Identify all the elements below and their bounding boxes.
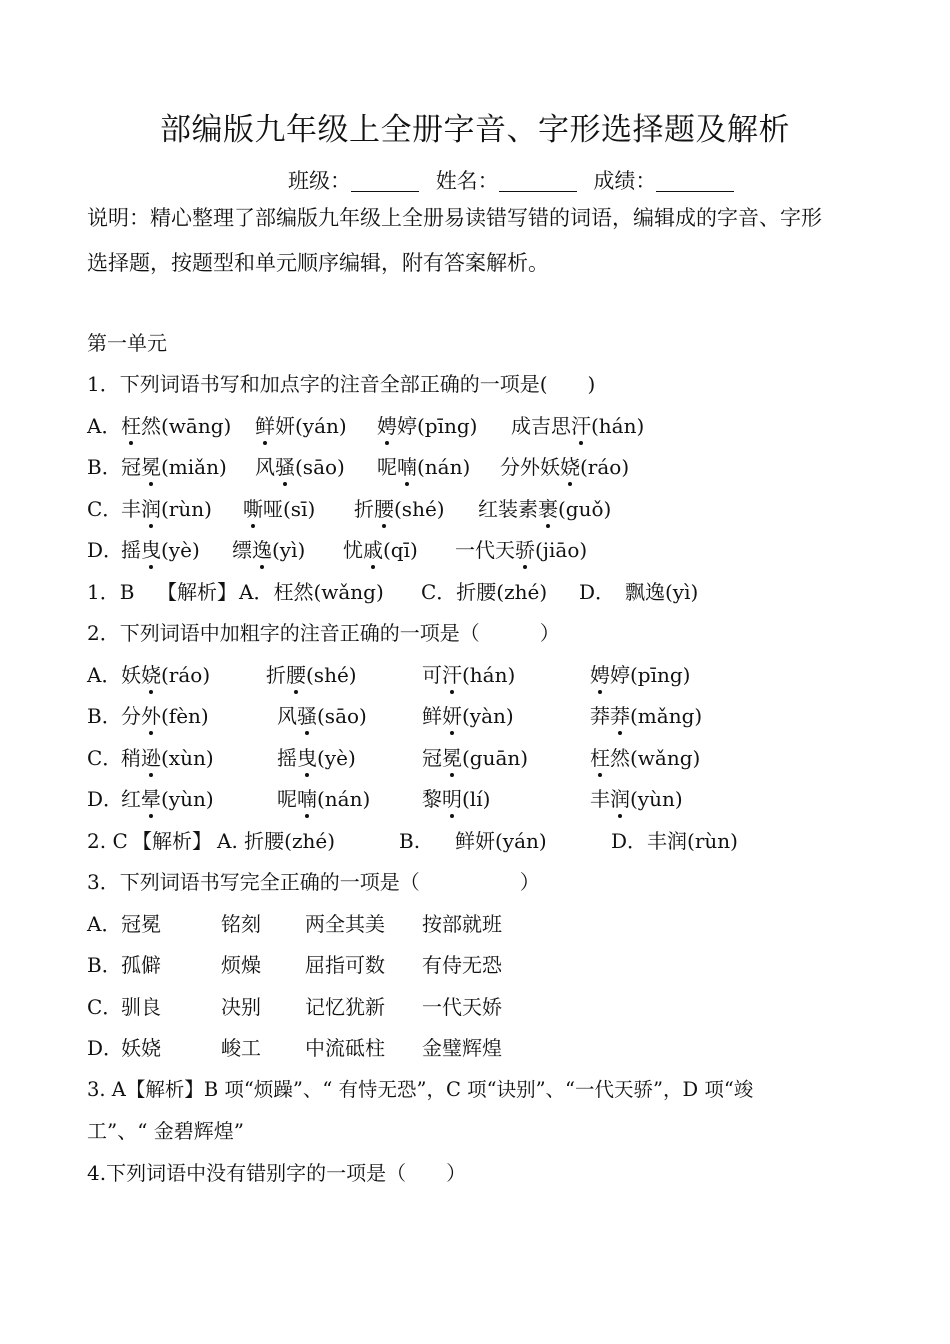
question-2-stem: 2．下列词语中加粗字的注音正确的一项是（ ）: [87, 621, 560, 645]
option-label: C．: [87, 497, 123, 521]
option-word: 决别: [221, 995, 261, 1019]
option-word: 按部就班: [422, 912, 502, 936]
option-word: 屈指可数: [305, 953, 385, 977]
option-word: 中流砥柱: [305, 1036, 385, 1060]
option-label: B．: [87, 704, 122, 728]
student-info-fields: [288, 165, 744, 195]
option-word: 记忆犹新: [305, 995, 385, 1019]
answer-number: 2. C: [87, 829, 128, 853]
option-word: 枉然(wǎng): [590, 743, 700, 773]
option-word: 妖娆(ráo): [121, 660, 210, 690]
analysis-part: 鲜妍(yán): [455, 829, 547, 853]
option-word: 摇曳(yè): [121, 535, 200, 565]
option-label: B．: [87, 455, 122, 479]
answer-3-line-1: 3. A【解析】B 项“烦躁”、“ 有恃无恐”，C 项“诀别”、“一代天骄”，D 项“竣: [87, 1078, 754, 1101]
analysis-part: 飘逸(yì): [625, 580, 699, 604]
option-word: 孤僻: [121, 953, 161, 977]
analysis-part: A．枉然(wǎng): [239, 580, 384, 604]
option-word: 红晕(yùn): [121, 784, 214, 814]
unit-heading: 第一单元: [87, 331, 167, 355]
option-word: 忧戚(qī): [343, 535, 418, 565]
option-label: B．: [87, 953, 122, 977]
option-label: D．: [87, 1036, 124, 1060]
name-blank[interactable]: [499, 169, 577, 192]
option-word: 折腰(shé): [354, 494, 445, 524]
option-word: 黎明(lí): [422, 784, 490, 814]
analysis-part: D．丰润(rùn): [611, 829, 738, 853]
option-word: 嘶哑(sī): [243, 494, 315, 524]
option-word: 稍逊(xùn): [121, 743, 214, 773]
question-3-stem: 3．下列词语书写完全正确的一项是（ ）: [87, 870, 540, 894]
option-word: 冠冕(guān): [422, 743, 528, 773]
class-label: 班级：: [288, 169, 351, 193]
option-label: A．: [87, 414, 122, 438]
option-word: 娉婷(pīng): [377, 411, 478, 441]
option-word: 烦燥: [221, 953, 261, 977]
analysis-part: B.: [399, 829, 421, 853]
option-word: 莽莽(mǎng): [590, 701, 702, 731]
option-word: 呢喃(nán): [277, 784, 370, 814]
option-word: 摇曳(yè): [277, 743, 356, 773]
option-label: D．: [87, 538, 124, 562]
option-word: 驯良: [121, 995, 161, 1019]
option-word: 丰润(yùn): [590, 784, 683, 814]
option-word: 妖娆: [121, 1036, 161, 1060]
option-word: 呢喃(nán): [377, 452, 470, 482]
option-word: 折腰(shé): [266, 660, 357, 690]
option-word: 鲜妍(yàn): [422, 701, 514, 731]
option-word: 成吉思汗(hán): [511, 411, 644, 441]
option-word: 缥逸(yì): [232, 535, 305, 565]
analysis-part: C．折腰(zhé): [421, 580, 548, 604]
option-word: 铭刻: [221, 912, 261, 936]
question-4-stem: 4.下列词语中没有错别字的一项是（ ）: [87, 1161, 467, 1185]
option-word: 红装素裹(guǒ): [478, 494, 611, 524]
option-word: 枉然(wāng): [121, 411, 231, 441]
document-title: 部编版九年级上全册字音、字形选择题及解析: [160, 112, 790, 148]
question-1-stem: 1．下列词语书写和加点字的注音全部正确的一项是( ): [87, 372, 596, 396]
option-word: 冠冕(miǎn): [121, 452, 227, 482]
option-label: C．: [87, 995, 123, 1019]
score-blank[interactable]: [656, 169, 734, 192]
option-label: A．: [87, 912, 122, 936]
option-word: 金璧辉煌: [422, 1036, 502, 1060]
option-word: 一代天骄(jiāo): [455, 535, 587, 565]
option-word: 可汗(hán): [422, 660, 515, 690]
answer-number: 1．B: [87, 580, 135, 604]
option-word: 风骚(sāo): [277, 701, 367, 731]
option-word: 丰润(rùn): [121, 494, 212, 524]
option-word: 风骚(sāo): [255, 452, 345, 482]
name-label: 姓名：: [435, 169, 499, 193]
option-label: D．: [87, 787, 124, 811]
answer-3-line-2: 工”、“ 金碧辉煌”: [87, 1119, 245, 1143]
score-label: 成绩：: [593, 169, 657, 193]
analysis-tag: 【解析】: [157, 580, 237, 604]
option-word: 娉婷(pīng): [590, 660, 691, 690]
option-word: 鲜妍(yán): [255, 411, 347, 441]
option-word: 峻工: [221, 1036, 261, 1060]
option-label: C．: [87, 746, 123, 770]
option-word: 冠冕: [121, 912, 161, 936]
option-word: 有侍无恐: [422, 953, 502, 977]
analysis-tag: 【解析】: [132, 829, 212, 853]
option-word: 两全其美: [305, 912, 385, 936]
option-label: A．: [87, 663, 122, 687]
intro-line-2: 选择题，按题型和单元顺序编辑，附有答案解析。: [87, 251, 549, 275]
option-word: 分外妖娆(ráo): [500, 452, 629, 482]
option-word: 分外(fèn): [121, 701, 209, 731]
class-blank[interactable]: [351, 169, 419, 192]
option-word: 一代天娇: [422, 995, 502, 1019]
analysis-part: D．: [579, 580, 616, 604]
intro-line-1: 说明：精心整理了部编版九年级上全册易读错写错的词语，编辑成的字音、字形: [87, 206, 822, 230]
analysis-part: A. 折腰(zhé): [217, 829, 336, 853]
